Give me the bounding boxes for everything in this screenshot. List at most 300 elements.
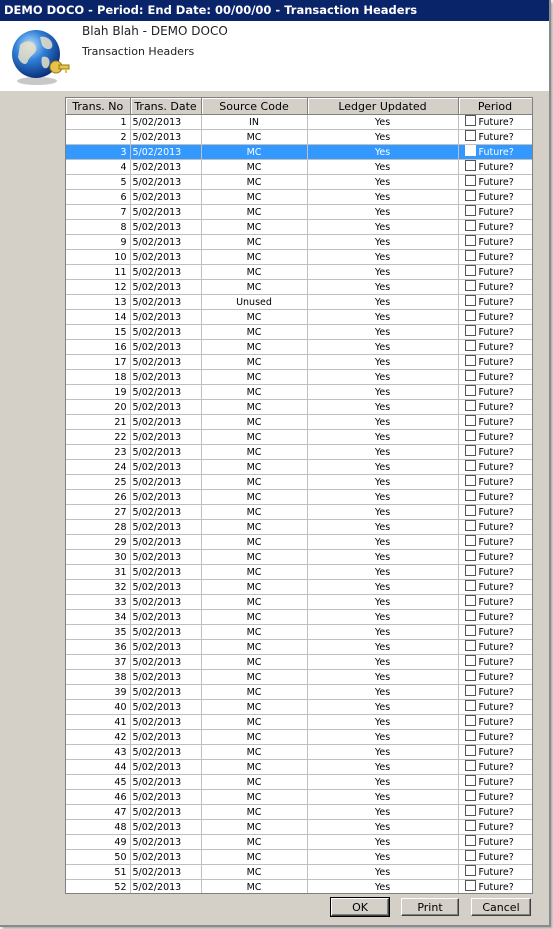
table-row[interactable]: [66, 490, 532, 505]
future-checkbox[interactable]: [465, 145, 476, 156]
table-row[interactable]: [66, 115, 532, 130]
column-header-ledger-updated[interactable]: Ledger Updated: [307, 98, 458, 115]
future-label: Future?: [478, 687, 514, 698]
future-label: Future?: [478, 657, 514, 668]
future-checkbox[interactable]: [465, 640, 476, 651]
cell-trans-no: 32: [66, 580, 130, 595]
cell-trans-no: 52: [66, 880, 130, 895]
future-label: Future?: [478, 252, 514, 263]
cell-ledger-updated: Yes: [307, 400, 458, 415]
cell-trans-date: 5/02/2013: [130, 160, 201, 175]
future-label: Future?: [478, 417, 514, 428]
cell-trans-no: 6: [66, 190, 130, 205]
cell-trans-date: 5/02/2013: [130, 670, 201, 685]
cell-ledger-updated: Yes: [307, 415, 458, 430]
table-row[interactable]: [66, 520, 532, 535]
future-checkbox[interactable]: [465, 490, 476, 501]
cell-trans-no: 30: [66, 550, 130, 565]
cell-source-code: MC: [201, 400, 307, 415]
cell-trans-date: 5/02/2013: [130, 415, 201, 430]
cell-trans-no: 5: [66, 175, 130, 190]
future-checkbox[interactable]: [465, 835, 476, 846]
future-label: Future?: [478, 642, 514, 653]
future-checkbox[interactable]: [465, 745, 476, 756]
future-checkbox[interactable]: [465, 310, 476, 321]
future-checkbox[interactable]: [465, 505, 476, 516]
table-row[interactable]: [66, 670, 532, 685]
cell-period: [458, 700, 532, 715]
cell-trans-no: 38: [66, 670, 130, 685]
future-checkbox[interactable]: [465, 445, 476, 456]
cell-trans-date: 5/02/2013: [130, 385, 201, 400]
future-checkbox[interactable]: [465, 190, 476, 201]
cell-ledger-updated: Yes: [307, 610, 458, 625]
future-checkbox[interactable]: [465, 205, 476, 216]
cell-trans-date: 5/02/2013: [130, 220, 201, 235]
table-row[interactable]: [66, 415, 532, 430]
table-row[interactable]: [66, 130, 532, 145]
cell-trans-no: 21: [66, 415, 130, 430]
cell-source-code: MC: [201, 445, 307, 460]
table-row[interactable]: [66, 175, 532, 190]
future-checkbox[interactable]: [465, 295, 476, 306]
cell-ledger-updated: Yes: [307, 370, 458, 385]
cell-source-code: MC: [201, 310, 307, 325]
cell-period: [458, 730, 532, 745]
table-row[interactable]: [66, 775, 532, 790]
cell-ledger-updated: Yes: [307, 325, 458, 340]
future-checkbox[interactable]: [465, 265, 476, 276]
cell-period: [458, 205, 532, 220]
table-row[interactable]: [66, 430, 532, 445]
future-label: Future?: [478, 567, 514, 578]
cell-source-code: MC: [201, 220, 307, 235]
cell-ledger-updated: Yes: [307, 745, 458, 760]
future-label: Future?: [478, 477, 514, 488]
cell-ledger-updated: Yes: [307, 790, 458, 805]
cell-period: [458, 640, 532, 655]
cell-trans-no: 51: [66, 865, 130, 880]
cell-source-code: MC: [201, 610, 307, 625]
future-checkbox[interactable]: [465, 340, 476, 351]
table-row[interactable]: [66, 145, 532, 160]
cell-ledger-updated: Yes: [307, 625, 458, 640]
cell-period: [458, 745, 532, 760]
cell-source-code: MC: [201, 415, 307, 430]
future-checkbox[interactable]: [465, 775, 476, 786]
table-row[interactable]: [66, 160, 532, 175]
future-checkbox[interactable]: [465, 880, 476, 891]
cell-ledger-updated: Yes: [307, 565, 458, 580]
table-row[interactable]: [66, 325, 532, 340]
cell-source-code: MC: [201, 595, 307, 610]
future-label: Future?: [478, 342, 514, 353]
cell-period: [458, 520, 532, 535]
cell-source-code: MC: [201, 490, 307, 505]
future-checkbox[interactable]: [465, 460, 476, 471]
future-checkbox[interactable]: [465, 865, 476, 876]
cell-trans-no: 11: [66, 265, 130, 280]
future-label: Future?: [478, 792, 514, 803]
future-checkbox[interactable]: [465, 610, 476, 621]
cell-trans-date: 5/02/2013: [130, 445, 201, 460]
cell-trans-no: 42: [66, 730, 130, 745]
cell-trans-date: 5/02/2013: [130, 310, 201, 325]
table-row[interactable]: [66, 790, 532, 805]
cell-trans-no: 31: [66, 565, 130, 580]
cell-ledger-updated: Yes: [307, 520, 458, 535]
cell-trans-date: 5/02/2013: [130, 130, 201, 145]
cell-ledger-updated: Yes: [307, 205, 458, 220]
table-row[interactable]: [66, 250, 532, 265]
cell-trans-date: 5/02/2013: [130, 520, 201, 535]
table-row[interactable]: [66, 265, 532, 280]
cell-trans-date: 5/02/2013: [130, 625, 201, 640]
table-row[interactable]: [66, 190, 532, 205]
cell-period: [458, 115, 532, 130]
future-checkbox[interactable]: [465, 475, 476, 486]
table-row[interactable]: [66, 400, 532, 415]
table-row[interactable]: [66, 820, 532, 835]
future-checkbox[interactable]: [465, 790, 476, 801]
cell-trans-no: 12: [66, 280, 130, 295]
future-label: Future?: [478, 612, 514, 623]
cell-ledger-updated: Yes: [307, 775, 458, 790]
table-row[interactable]: [66, 355, 532, 370]
table-row[interactable]: [66, 295, 532, 310]
future-checkbox[interactable]: [465, 535, 476, 546]
cell-source-code: MC: [201, 535, 307, 550]
future-label: Future?: [478, 777, 514, 788]
table-row[interactable]: [66, 340, 532, 355]
cell-source-code: MC: [201, 835, 307, 850]
future-checkbox[interactable]: [465, 325, 476, 336]
future-label: Future?: [478, 222, 514, 233]
cell-trans-no: 22: [66, 430, 130, 445]
future-label: Future?: [478, 732, 514, 743]
cell-source-code: MC: [201, 805, 307, 820]
future-label: Future?: [478, 447, 514, 458]
cell-trans-date: 5/02/2013: [130, 295, 201, 310]
future-label: Future?: [478, 462, 514, 473]
future-checkbox[interactable]: [465, 625, 476, 636]
future-checkbox[interactable]: [465, 520, 476, 531]
table-row[interactable]: [66, 655, 532, 670]
cell-source-code: MC: [201, 880, 307, 895]
future-label: Future?: [478, 822, 514, 833]
cell-trans-date: 5/02/2013: [130, 655, 201, 670]
cell-ledger-updated: Yes: [307, 535, 458, 550]
cell-trans-date: 5/02/2013: [130, 685, 201, 700]
cell-trans-date: 5/02/2013: [130, 490, 201, 505]
future-checkbox[interactable]: [465, 700, 476, 711]
cell-ledger-updated: Yes: [307, 595, 458, 610]
table-row[interactable]: [66, 535, 532, 550]
future-checkbox[interactable]: [465, 730, 476, 741]
cell-source-code: MC: [201, 190, 307, 205]
future-checkbox[interactable]: [465, 550, 476, 561]
cell-period: [458, 160, 532, 175]
table-row[interactable]: [66, 760, 532, 775]
cell-period: [458, 475, 532, 490]
future-checkbox[interactable]: [465, 760, 476, 771]
cell-period: [458, 220, 532, 235]
future-label: Future?: [478, 837, 514, 848]
print-button[interactable]: Print: [401, 898, 459, 916]
grid-body: [66, 115, 532, 895]
future-checkbox[interactable]: [465, 595, 476, 606]
cell-trans-no: 26: [66, 490, 130, 505]
table-row[interactable]: [66, 715, 532, 730]
cell-period: [458, 130, 532, 145]
cell-source-code: MC: [201, 520, 307, 535]
cell-trans-no: 37: [66, 655, 130, 670]
cell-period: [458, 535, 532, 550]
cell-source-code: MC: [201, 625, 307, 640]
table-row[interactable]: [66, 730, 532, 745]
cell-period: [458, 790, 532, 805]
cell-source-code: MC: [201, 715, 307, 730]
future-label: Future?: [478, 672, 514, 683]
cell-trans-no: 36: [66, 640, 130, 655]
cell-source-code: MC: [201, 340, 307, 355]
cell-trans-date: 5/02/2013: [130, 880, 201, 895]
ok-button[interactable]: OK: [331, 898, 389, 916]
cell-period: [458, 715, 532, 730]
table-row[interactable]: [66, 610, 532, 625]
future-label: Future?: [478, 132, 514, 143]
cell-trans-date: 5/02/2013: [130, 235, 201, 250]
cell-period: [458, 505, 532, 520]
cell-trans-no: 13: [66, 295, 130, 310]
cell-trans-no: 33: [66, 595, 130, 610]
cell-source-code: MC: [201, 235, 307, 250]
future-label: Future?: [478, 537, 514, 548]
cell-ledger-updated: Yes: [307, 715, 458, 730]
cell-ledger-updated: Yes: [307, 160, 458, 175]
table-row[interactable]: [66, 580, 532, 595]
cell-trans-no: 27: [66, 505, 130, 520]
future-label: Future?: [478, 177, 514, 188]
table-row[interactable]: [66, 700, 532, 715]
cell-trans-date: 5/02/2013: [130, 730, 201, 745]
future-label: Future?: [478, 507, 514, 518]
window-title-bar[interactable]: [0, 0, 549, 21]
table-row[interactable]: [66, 805, 532, 820]
future-label: Future?: [478, 807, 514, 818]
cell-trans-date: 5/02/2013: [130, 280, 201, 295]
column-header-period[interactable]: Period: [458, 98, 532, 115]
table-row[interactable]: [66, 835, 532, 850]
future-checkbox[interactable]: [465, 235, 476, 246]
table-row[interactable]: [66, 595, 532, 610]
cell-source-code: MC: [201, 760, 307, 775]
cell-period: [458, 805, 532, 820]
future-checkbox[interactable]: [465, 655, 476, 666]
cell-ledger-updated: Yes: [307, 220, 458, 235]
future-checkbox[interactable]: [465, 430, 476, 441]
cell-ledger-updated: Yes: [307, 505, 458, 520]
cell-trans-date: 5/02/2013: [130, 115, 201, 130]
cell-source-code: MC: [201, 745, 307, 760]
cell-trans-date: 5/02/2013: [130, 565, 201, 580]
cell-trans-no: 15: [66, 325, 130, 340]
cell-source-code: MC: [201, 355, 307, 370]
cell-period: [458, 670, 532, 685]
future-checkbox[interactable]: [465, 355, 476, 366]
cell-trans-no: 9: [66, 235, 130, 250]
cell-trans-no: 7: [66, 205, 130, 220]
future-label: Future?: [478, 852, 514, 863]
table-row[interactable]: [66, 880, 532, 895]
cell-ledger-updated: Yes: [307, 130, 458, 145]
cell-period: [458, 310, 532, 325]
future-label: Future?: [478, 717, 514, 728]
table-row[interactable]: [66, 280, 532, 295]
cell-trans-date: 5/02/2013: [130, 700, 201, 715]
table-row[interactable]: [66, 625, 532, 640]
table-row[interactable]: [66, 460, 532, 475]
cell-trans-date: 5/02/2013: [130, 595, 201, 610]
cell-source-code: MC: [201, 430, 307, 445]
table-row[interactable]: [66, 505, 532, 520]
cell-period: [458, 580, 532, 595]
future-label: Future?: [478, 597, 514, 608]
table-row[interactable]: [66, 865, 532, 880]
future-label: Future?: [478, 432, 514, 443]
cell-source-code: MC: [201, 130, 307, 145]
cell-trans-no: 2: [66, 130, 130, 145]
future-label: Future?: [478, 357, 514, 368]
cell-period: [458, 280, 532, 295]
cell-source-code: MC: [201, 205, 307, 220]
future-label: Future?: [478, 492, 514, 503]
cell-source-code: MC: [201, 505, 307, 520]
table-row[interactable]: [66, 565, 532, 580]
table-row[interactable]: [66, 745, 532, 760]
cell-trans-no: 10: [66, 250, 130, 265]
cell-ledger-updated: Yes: [307, 445, 458, 460]
cell-trans-date: 5/02/2013: [130, 175, 201, 190]
cell-trans-no: 8: [66, 220, 130, 235]
cell-ledger-updated: Yes: [307, 190, 458, 205]
future-checkbox[interactable]: [465, 220, 476, 231]
cell-trans-no: 29: [66, 535, 130, 550]
cell-source-code: MC: [201, 565, 307, 580]
cell-period: [458, 325, 532, 340]
cell-trans-no: 14: [66, 310, 130, 325]
future-label: Future?: [478, 267, 514, 278]
future-label: Future?: [478, 582, 514, 593]
future-label: Future?: [478, 882, 514, 893]
grid-header-row: [66, 98, 532, 115]
cell-trans-date: 5/02/2013: [130, 820, 201, 835]
table-row[interactable]: [66, 550, 532, 565]
cell-ledger-updated: Yes: [307, 700, 458, 715]
table-row[interactable]: [66, 220, 532, 235]
cell-trans-date: 5/02/2013: [130, 775, 201, 790]
cell-source-code: MC: [201, 160, 307, 175]
cancel-button[interactable]: Cancel: [471, 898, 531, 916]
cell-source-code: MC: [201, 670, 307, 685]
cell-trans-date: 5/02/2013: [130, 640, 201, 655]
future-checkbox[interactable]: [465, 820, 476, 831]
future-label: Future?: [478, 762, 514, 773]
table-row[interactable]: [66, 445, 532, 460]
table-row[interactable]: [66, 235, 532, 250]
cell-ledger-updated: Yes: [307, 475, 458, 490]
cell-source-code: MC: [201, 265, 307, 280]
cell-period: [458, 820, 532, 835]
future-checkbox[interactable]: [465, 250, 476, 261]
future-checkbox[interactable]: [465, 565, 476, 576]
future-checkbox[interactable]: [465, 850, 476, 861]
cell-trans-no: 45: [66, 775, 130, 790]
table-row[interactable]: [66, 685, 532, 700]
table-row[interactable]: [66, 640, 532, 655]
table-row[interactable]: [66, 370, 532, 385]
company-subtitle: Blah Blah - DEMO DOCO: [82, 24, 228, 38]
table-row[interactable]: [66, 850, 532, 865]
future-label: Future?: [478, 552, 514, 563]
cell-trans-no: 41: [66, 715, 130, 730]
cell-trans-date: 5/02/2013: [130, 715, 201, 730]
cell-ledger-updated: Yes: [307, 655, 458, 670]
future-checkbox[interactable]: [465, 400, 476, 411]
cell-period: [458, 295, 532, 310]
table-row[interactable]: [66, 205, 532, 220]
future-checkbox[interactable]: [465, 685, 476, 696]
table-row[interactable]: [66, 475, 532, 490]
future-checkbox[interactable]: [465, 715, 476, 726]
future-checkbox[interactable]: [465, 175, 476, 186]
cell-trans-no: 17: [66, 355, 130, 370]
cell-trans-date: 5/02/2013: [130, 865, 201, 880]
future-label: Future?: [478, 312, 514, 323]
future-checkbox[interactable]: [465, 805, 476, 816]
cell-ledger-updated: Yes: [307, 880, 458, 895]
globe-with-key-icon: [6, 23, 72, 89]
future-label: Future?: [478, 147, 514, 158]
cell-trans-no: 16: [66, 340, 130, 355]
cell-trans-date: 5/02/2013: [130, 745, 201, 760]
column-header-trans-no[interactable]: Trans. No: [66, 98, 130, 115]
cell-ledger-updated: Yes: [307, 805, 458, 820]
future-checkbox[interactable]: [465, 670, 476, 681]
future-checkbox[interactable]: [465, 280, 476, 291]
cell-trans-no: 50: [66, 850, 130, 865]
table-row[interactable]: [66, 385, 532, 400]
future-checkbox[interactable]: [465, 415, 476, 426]
future-checkbox[interactable]: [465, 115, 476, 126]
column-header-source-code[interactable]: Source Code: [201, 98, 307, 115]
table-row[interactable]: [66, 310, 532, 325]
future-checkbox[interactable]: [465, 130, 476, 141]
cell-source-code: MC: [201, 475, 307, 490]
column-header-trans-date[interactable]: Trans. Date: [130, 98, 201, 115]
cell-ledger-updated: Yes: [307, 685, 458, 700]
cell-period: [458, 490, 532, 505]
future-checkbox[interactable]: [465, 160, 476, 171]
future-checkbox[interactable]: [465, 370, 476, 381]
cell-source-code: MC: [201, 700, 307, 715]
transactions-grid[interactable]: [65, 97, 533, 894]
cell-ledger-updated: Yes: [307, 280, 458, 295]
cell-source-code: MC: [201, 175, 307, 190]
future-checkbox[interactable]: [465, 385, 476, 396]
future-checkbox[interactable]: [465, 580, 476, 591]
cell-trans-date: 5/02/2013: [130, 145, 201, 160]
